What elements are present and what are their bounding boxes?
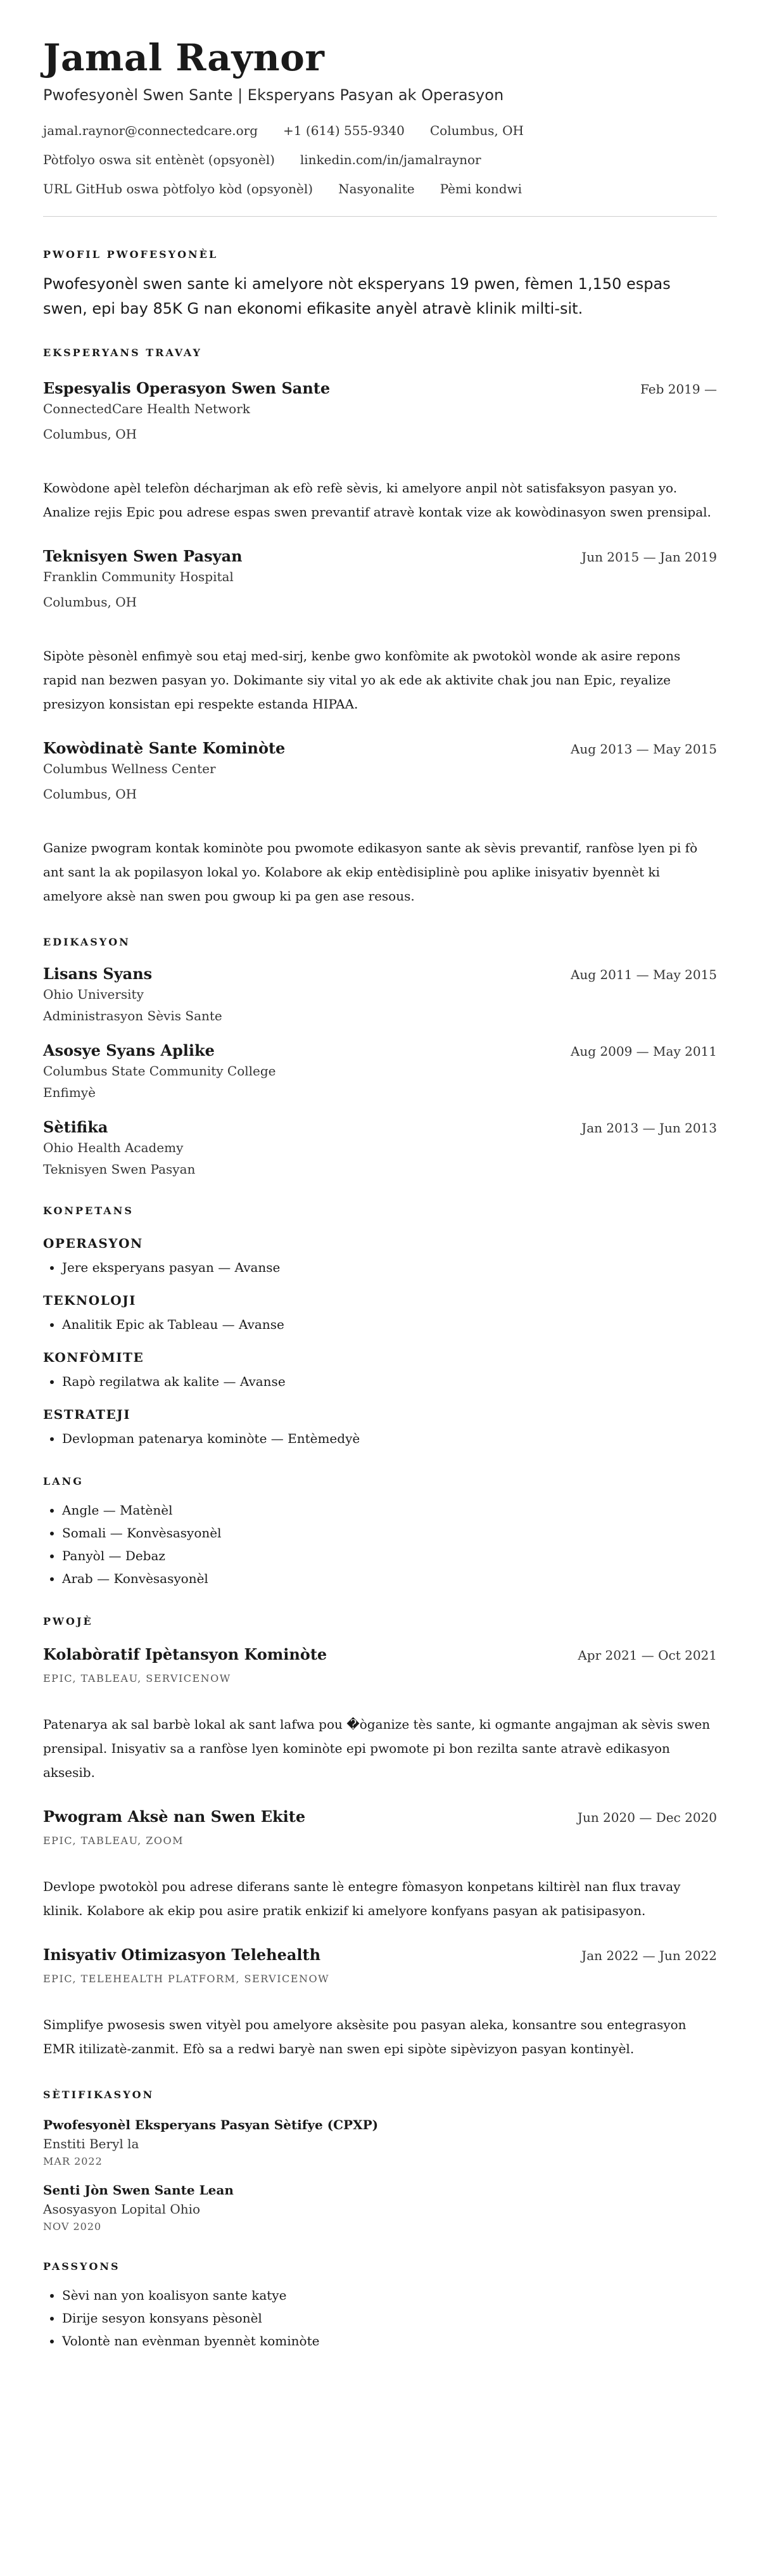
certification-item [43,2117,717,2167]
field-of-study: Teknisyen Swen Pasyan [43,1162,196,1177]
skill-item: • Analitik Epic ak Tableau — Avanse [62,1313,717,1336]
language-item: • Panyòl — Debaz [62,1544,717,1567]
education-item [43,964,717,1023]
certification-issuer: Asosyasyon Lopital Ohio [43,2201,201,2217]
skill-category: ESTRATEJI [43,1407,131,1422]
nationality-text: Nasyonalite [338,181,415,196]
skill-group [43,1407,717,1450]
section-title: EDIKASYON [43,936,130,948]
job-description: Ganize pwogram kontak kominòte pou pwomote edikasyon sante ak sèvis prevantif, ranfòse lyen pi fò ant sant la ak popilasyon lokal yo. Kolabore ak ekip entèdisiplinè pou aplike inisyativ byennèt ki amelyore aksè nan swen pou gwoup ki pa gen ase resous. [43,840,698,904]
degree: Lisans Syans [43,964,153,983]
certification-date: MAR 2022 [43,2155,103,2167]
job-description: Kowòdone apèl telefòn décharjman ak efò refè sèvis, ki amelyore anpil nòt satisfaksyon pasyan yo. Analize rejis Epic pou adrese espas swen prevantif atravè kontak vize ak kowòdinasyon swen prensipal. [43,480,711,520]
skill-item: • Jere eksperyans pasyan — Avanse [62,1256,717,1279]
job-location: Columbus, OH [43,426,137,442]
degree: Sètifika [43,1118,108,1136]
job-description: Sipòte pèsonèl enfimyè sou etaj med-sirj, kenbe gwo konfòmite ak pwotokòl wonde ak asire repons rapid nan bezwen pasyan yo. Dokimante siy vital yo ak ede ak aktivite chak jou nan Epic, reyalize presizyon konsistan epi respekte estanda HIPAA. [43,648,681,712]
section-title: SÈTIFIKASYON [43,2089,155,2101]
skill-category: KONFÒMITE [43,1350,144,1365]
certification-date: NOV 2020 [43,2220,102,2233]
language-item: • Arab — Konvèsasyonèl [62,1567,717,1590]
certification-name: Pwofesyonèl Eksperyans Pasyan Sètifye (CPXP) [43,2117,379,2132]
project-item [43,1645,717,1785]
school: Ohio University [43,987,144,1002]
education-item [43,1118,717,1177]
email-link[interactable]: jamal.raynor@connectedcare.org [43,123,258,138]
employer: ConnectedCare Health Network [43,401,250,416]
certification-item [43,2182,717,2233]
project-description: Simplifye pwosesis swen vityèl pou amelyore aksèsite pou pasyan aleka, konsantre sou entegrasyon EMR itilizatè-zanmit. Efò sa a redwi baryè nan swen epi sipòte sipèvizyon pasyan kontinyèl. [43,2017,687,2056]
skills-section [43,1205,717,1450]
phone-number[interactable]: +1 (614) 555-9340 [283,123,405,138]
languages-section [43,1475,717,1590]
portfolio-link[interactable]: Pòtfolyo oswa sit entènèt (opsyonèl) [43,152,275,167]
job-dates: Jun 2015 — Jan 2019 [581,549,717,565]
candidate-name: Jamal Raynor [43,36,325,79]
education-dates: Aug 2009 — May 2011 [570,1044,717,1059]
project-title: Inisyativ Otimizasyon Telehealth [43,1945,321,1964]
project-dates: Jun 2020 — Dec 2020 [577,1810,717,1825]
project-title: Kolabòratif Ipètansyon Kominòte [43,1645,327,1663]
project-dates: Jan 2022 — Jun 2022 [581,1948,717,1963]
experience-item [43,379,717,524]
profile-section [43,248,717,321]
drivers-license-text: Pèmi kondwi [440,181,522,196]
skill-group [43,1236,717,1279]
job-location: Columbus, OH [43,594,137,610]
education-dates: Aug 2011 — May 2015 [570,967,717,982]
project-tech: EPIC, TABLEAU, ZOOM [43,1835,184,1847]
field-of-study: Enfimyè [43,1085,96,1100]
skill-group [43,1293,717,1336]
project-dates: Apr 2021 — Oct 2021 [578,1648,717,1663]
employer: Columbus Wellness Center [43,761,216,776]
contact-row [43,123,717,138]
headline: Pwofesyonèl Swen Sante | Eksperyans Pasyan ak Operasyon [43,86,504,104]
section-title: EKSPERYANS TRAVAY [43,347,202,359]
skill-category: OPERASYON [43,1236,143,1251]
job-location: Columbus, OH [43,786,137,802]
certification-issuer: Enstiti Beryl la [43,2136,139,2151]
projects-section [43,1615,717,2061]
certifications-section [43,2089,717,2233]
section-title: PWOFIL PWOFESYONÈL [43,248,218,260]
header-divider [43,216,717,217]
project-description: Patenarya ak sal barbè lokal ak sant lafwa pou �òganize tès sante, ki ogmante angajman ak sèvis swen prensipal. Inisyativ sa a ranfòse lyen kominòte epi pwomote pi bon rezilta sante atravè edikasyon aksesib. [43,1717,711,1780]
location-text: Columbus, OH [429,123,524,138]
employer: Franklin Community Hospital [43,569,234,584]
language-item: • Somali — Konvèsasyonèl [62,1522,717,1544]
section-title: PWOJÈ [43,1615,93,1627]
project-title: Pwogram Aksè nan Swen Ekite [43,1807,306,1826]
project-item [43,1807,717,1923]
linkedin-link[interactable]: linkedin.com/in/jamalraynor [300,152,481,167]
skill-item: • Rapò regilatwa ak kalite — Avanse [62,1370,717,1393]
education-dates: Jan 2013 — Jun 2013 [581,1120,717,1136]
field-of-study: Administrasyon Sèvis Sante [43,1008,222,1023]
degree: Asosye Syans Aplike [43,1041,215,1060]
project-item [43,1945,717,2061]
section-title: KONPETANS [43,1205,134,1217]
certification-name: Senti Jòn Swen Sante Lean [43,2182,234,2198]
job-dates: Aug 2013 — May 2015 [570,741,717,757]
contact-row [43,152,717,167]
passion-item: • Volontè nan evènman byennèt kominòte [62,2329,717,2352]
skill-category: TEKNOLOJI [43,1293,137,1308]
job-title: Teknisyen Swen Pasyan [43,547,243,565]
skill-item: • Devlopman patenarya kominòte — Entèmedyè [62,1427,717,1450]
passions-section [43,2260,717,2352]
passion-item: • Sèvi nan yon koalisyon sante katye [62,2284,717,2307]
experience-item [43,547,717,716]
project-tech: EPIC, TELEHEALTH PLATFORM, SERVICENOW [43,1973,330,1985]
project-description: Devlope pwotokòl pou adrese diferans sante lè entegre fòmasyon konpetans kiltirèl nan flux travay klinik. Kolabore ak ekip pou asire pratik enkizif ki amelyore konfyans pasyan ak patisipasyon. [43,1879,681,1918]
language-item: • Angle — Matènèl [62,1499,717,1522]
experience-section [43,347,717,908]
school: Columbus State Community College [43,1063,276,1079]
education-item [43,1041,717,1100]
project-tech: EPIC, TABLEAU, SERVICENOW [43,1672,231,1684]
skill-group [43,1350,717,1393]
school: Ohio Health Academy [43,1140,184,1155]
job-title: Kowòdinatè Sante Kominòte [43,739,286,757]
section-title: LANG [43,1475,84,1487]
github-link[interactable]: URL GitHub oswa pòtfolyo kòd (opsyonèl) [43,181,314,196]
contact-row [43,181,717,196]
education-section [43,936,717,1177]
job-title: Espesyalis Operasyon Swen Sante [43,379,331,397]
job-dates: Feb 2019 — [640,381,717,397]
profile-summary: Pwofesyonèl swen sante ki amelyore nòt eksperyans 19 pwen, fèmen 1,150 espas swen, epi bay 85K G nan ekonomi efikasite anyèl atravè klinik milti-sit. [43,275,671,317]
section-title: PASSYONS [43,2260,120,2272]
passion-item: • Dirije sesyon konsyans pèsonèl [62,2307,717,2329]
experience-item [43,739,717,908]
